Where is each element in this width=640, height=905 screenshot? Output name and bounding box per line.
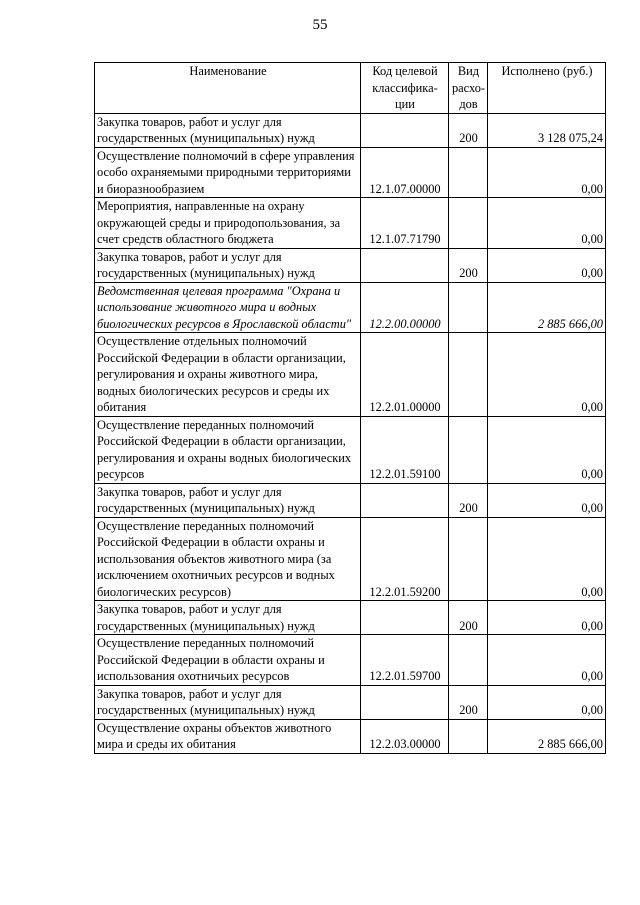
row-amount-cell: 0,00: [488, 147, 606, 198]
row-name-cell: Закупка товаров, работ и услуг для государственных (муниципальных) нужд: [95, 483, 361, 517]
row-code-cell: 12.2.01.59700: [361, 635, 449, 686]
row-amount-cell: 2 885 666,00: [488, 282, 606, 333]
row-kind-cell: [449, 416, 488, 483]
table-row: [95, 601, 606, 635]
row-name-cell: Закупка товаров, работ и услуг для государственных (муниципальных) нужд: [95, 248, 361, 282]
page-number: 55: [312, 17, 328, 33]
row-name-cell: Осуществление переданных полномочий Российской Федерации в области организации, регулирования и охраны водных биологических ресурсов: [95, 416, 361, 483]
table-row: [95, 333, 606, 417]
row-kind-cell: [449, 517, 488, 601]
table-row: [95, 147, 606, 198]
row-amount-cell: 2 885 666,00: [488, 719, 606, 753]
row-code-cell: [361, 685, 449, 719]
table-body: [95, 113, 606, 753]
row-kind-cell: 200: [449, 113, 488, 147]
row-name-cell: Осуществление переданных полномочий Российской Федерации в области охраны и использования объектов животного мира (за исключением охотничьих ресурсов и водных биологических ресурсов): [95, 517, 361, 601]
row-code-cell: 12.2.01.00000: [361, 333, 449, 417]
header-name: Наименование: [95, 63, 361, 114]
budget-execution-table: [94, 62, 606, 754]
row-amount-cell: 0,00: [488, 248, 606, 282]
row-name-cell: Мероприятия, направленные на охрану окружающей среды и природопользования, за счет средств областного бюджета: [95, 198, 361, 249]
row-code-cell: 12.1.07.00000: [361, 147, 449, 198]
row-kind-cell: [449, 635, 488, 686]
row-code-cell: [361, 113, 449, 147]
row-name-cell: Закупка товаров, работ и услуг для государственных (муниципальных) нужд: [95, 601, 361, 635]
header-code: Код целевой классифика-ции: [361, 63, 449, 114]
row-kind-cell: [449, 198, 488, 249]
header-amount: Исполнено (руб.): [488, 63, 606, 114]
row-amount-cell: 0,00: [488, 333, 606, 417]
table-row: [95, 685, 606, 719]
table-row: [95, 282, 606, 333]
table-row: [95, 248, 606, 282]
row-amount-cell: 0,00: [488, 416, 606, 483]
header-kind: Вид расхо-дов: [449, 63, 488, 114]
row-kind-cell: 200: [449, 248, 488, 282]
row-code-cell: 12.2.01.59100: [361, 416, 449, 483]
table-row: [95, 483, 606, 517]
table-header-row: [95, 63, 606, 114]
table-row: [95, 198, 606, 249]
row-name-cell: Закупка товаров, работ и услуг для государственных (муниципальных) нужд: [95, 685, 361, 719]
row-code-cell: [361, 483, 449, 517]
row-name-cell: Закупка товаров, работ и услуг для государственных (муниципальных) нужд: [95, 113, 361, 147]
row-name-cell: Осуществление охраны объектов животного мира и среды их обитания: [95, 719, 361, 753]
row-amount-cell: 3 128 075,24: [488, 113, 606, 147]
row-name-cell: Осуществление полномочий в сфере управления особо охраняемыми природными территориями и биоразнообразием: [95, 147, 361, 198]
table-row: [95, 517, 606, 601]
row-amount-cell: 0,00: [488, 685, 606, 719]
table-row: [95, 719, 606, 753]
row-amount-cell: 0,00: [488, 601, 606, 635]
row-kind-cell: [449, 282, 488, 333]
row-name-cell: Осуществление переданных полномочий Российской Федерации в области охраны и использования охотничьих ресурсов: [95, 635, 361, 686]
row-amount-cell: 0,00: [488, 198, 606, 249]
row-code-cell: 12.1.07.71790: [361, 198, 449, 249]
row-code-cell: 12.2.03.00000: [361, 719, 449, 753]
row-kind-cell: [449, 333, 488, 417]
row-code-cell: 12.2.00.00000: [361, 282, 449, 333]
table-row: [95, 416, 606, 483]
row-name-cell: Ведомственная целевая программа "Охрана и использование животного мира и водных биологических ресурсов в Ярославской области": [95, 282, 361, 333]
table-row: [95, 635, 606, 686]
row-amount-cell: 0,00: [488, 483, 606, 517]
row-code-cell: 12.2.01.59200: [361, 517, 449, 601]
table-row: [95, 113, 606, 147]
row-code-cell: [361, 601, 449, 635]
row-kind-cell: 200: [449, 685, 488, 719]
row-code-cell: [361, 248, 449, 282]
row-amount-cell: 0,00: [488, 517, 606, 601]
row-name-cell: Осуществление отдельных полномочий Российской Федерации в области организации, регулирования и охраны животного мира, водных биологических ресурсов и среды их обитания: [95, 333, 361, 417]
row-kind-cell: 200: [449, 601, 488, 635]
row-kind-cell: [449, 719, 488, 753]
row-kind-cell: [449, 147, 488, 198]
row-kind-cell: 200: [449, 483, 488, 517]
row-amount-cell: 0,00: [488, 635, 606, 686]
